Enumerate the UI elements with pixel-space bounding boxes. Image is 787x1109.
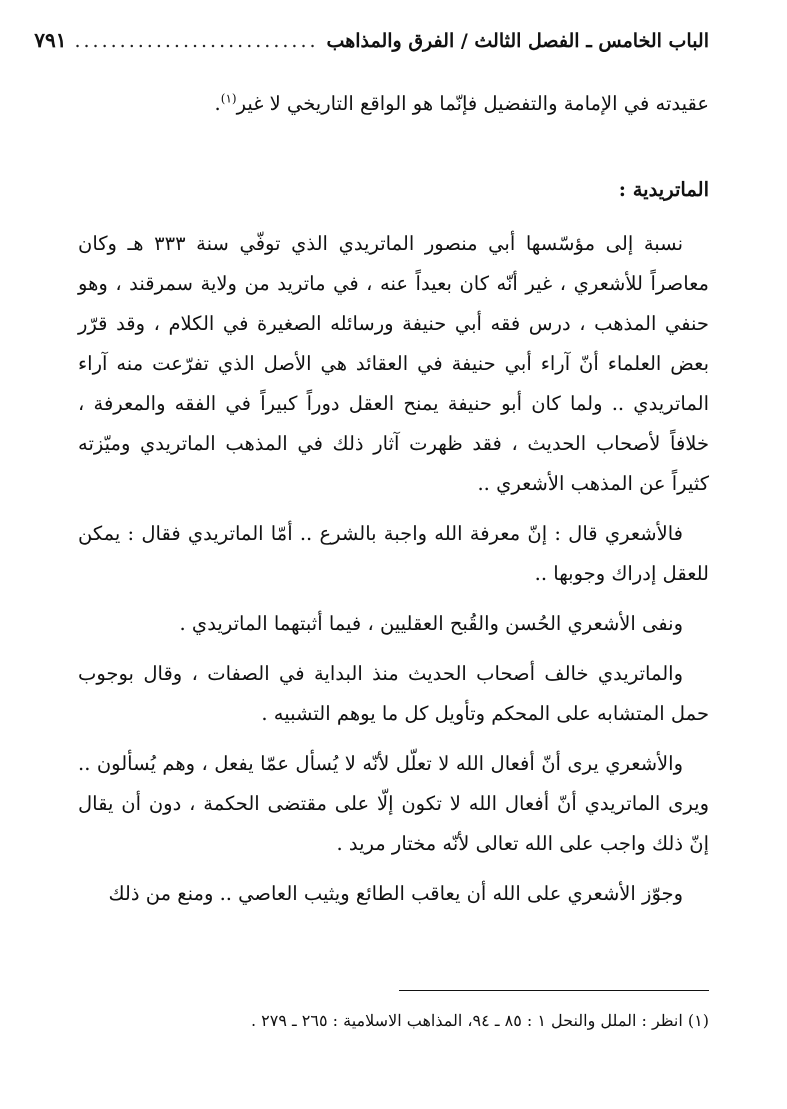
main-text xyxy=(78,84,709,924)
footnote-reference: (١) xyxy=(220,91,237,106)
paragraph: والأشعري يرى أنّ أفعال الله لا تعلّل لأنّه لا يُسأل عمّا يفعل ، وهم يُسألون .. ويرى الماتريدي أنّ أفعال الله لا تكون إلّا على مقتضى الحكمة ، دون أن يقال إنّ ذلك واجب على الله تعالى لأنّه مختار مريد . xyxy=(78,752,709,855)
section-heading: الماتريدية : xyxy=(618,178,709,201)
continued-paragraph xyxy=(78,84,709,124)
continued-paragraph-end: . xyxy=(214,92,221,115)
paragraph: فالأشعري قال : إنّ معرفة الله واجبة بالشرع .. أمّا الماتريدي فقال : يمكن للعقل إدراك وجوبها .. xyxy=(78,522,709,585)
paragraph: ونفى الأشعري الحُسن والقُبح العقليين ، فيما أثبتهما الماتريدي . xyxy=(179,612,683,635)
continued-paragraph-text: عقيدته في الإمامة والتفضيل فإنّما هو الواقع التاريخي لا غير xyxy=(236,92,709,115)
paragraph: نسبة إلى مؤسّسها أبي منصور الماتريدي الذي توفّي سنة ٣٣٣ هـ وكان معاصراً للأشعري ، غير أنّه كان بعيداً عنه ، في ماتريد من ولاية سمرقند ، وهو حنفي المذهب ، درس فقه أبي حنيفة ورسائله الصغيرة في الكلام ، وقد قرّر بعض العلماء أنّ آراء أبي حنيفة في العقائد هي الأصل الذي تفرّعت منه آراء الماتريدي .. ولما كان أبو حنيفة يمنح العقل دوراً كبيراً في الفقه والمعرفة ، خلافاً لأصحاب الحديث ، فقد ظهرت آثار ذلك في المذهب الماتريدي وميّزته كثيراً عن المذهب الأشعري .. xyxy=(78,232,709,495)
paragraph: والماتريدي خالف أصحاب الحديث منذ البداية في الصفات ، وقال بوجوب حمل المتشابه على المحكم وتأويل كل ما يوهم التشبيه . xyxy=(78,662,709,725)
header-dot-leader: ........................... xyxy=(74,30,319,52)
page-number: ٧٩١ xyxy=(34,28,67,52)
running-title: الباب الخامس ـ الفصل الثالث / الفرق والمذاهب xyxy=(326,30,709,52)
page-header xyxy=(34,28,709,52)
paragraph: وجوّز الأشعري على الله أن يعاقب الطائع ويثيب العاصي .. ومنع من ذلك xyxy=(108,882,683,905)
footnote-separator xyxy=(399,990,709,991)
footnote: (١) انظر : الملل والنحل ١ : ٨٥ ـ ٩٤، المذاهب الاسلامية : ٢٦٥ ـ ٢٧٩ . xyxy=(250,1011,709,1030)
